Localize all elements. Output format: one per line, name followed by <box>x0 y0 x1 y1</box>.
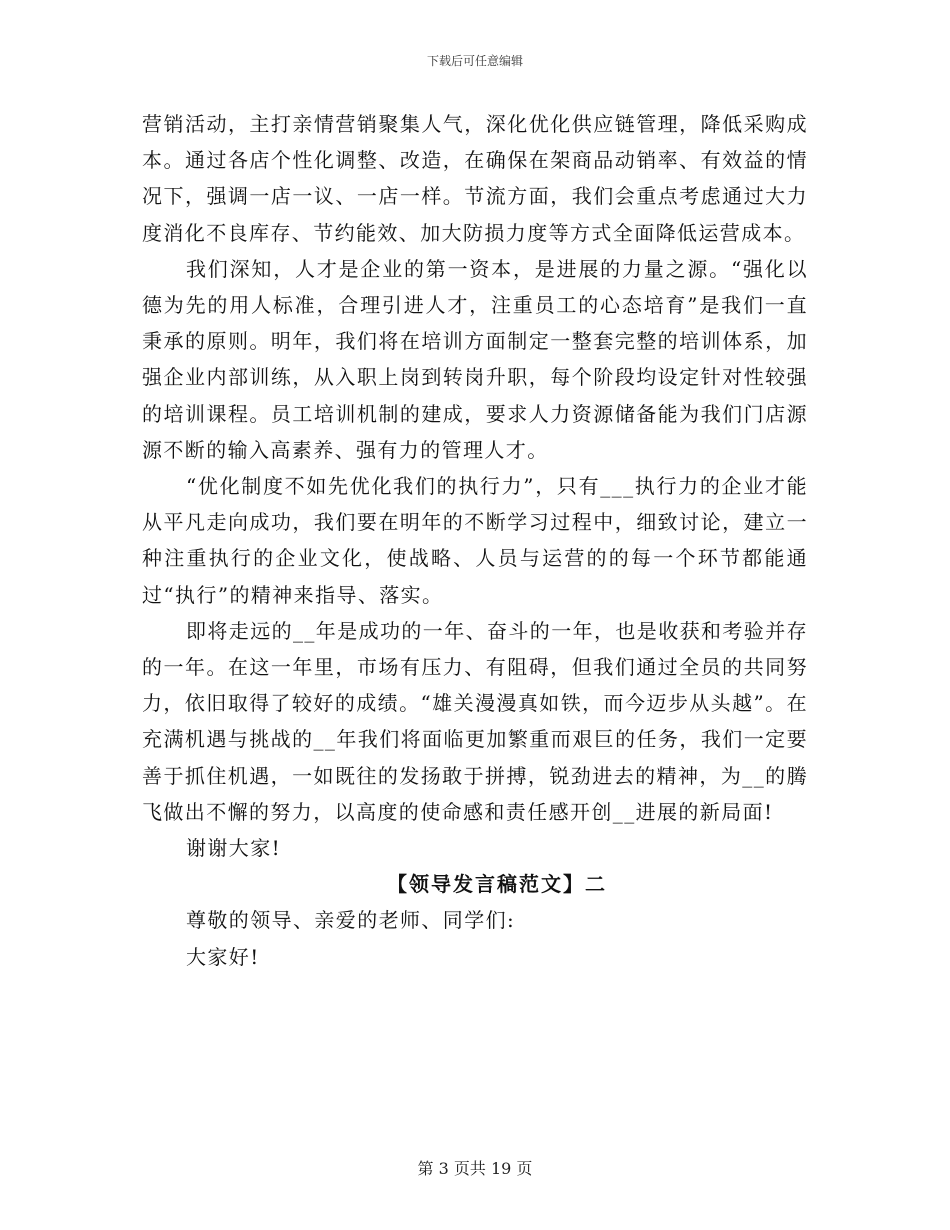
paragraph-thanks: 谢谢大家! <box>186 836 282 861</box>
salutation-line: 大家好! <box>186 944 260 969</box>
greeting-line: 尊敬的领导、亲爱的老师、同学们: <box>186 908 516 933</box>
document-body <box>142 106 808 975</box>
paragraph-execution: “优化制度不如先优化我们的执行力”，只有___执行力的企业才能从平凡走向成功，我们要在明年的不断学习过程中，细致讨论，建立一种注重执行的企业文化，使战略、人员与运营的的每一个环节都能通过“执行”的精神来指导、落实。 <box>142 474 808 607</box>
paragraph-talent: 我们深知，人才是企业的第一资本，是进展的力量之源。“强化以德为先的用人标准，合理引进人才，注重员工的心态培育”是我们一直秉承的原则。明年，我们将在培训方面制定一整套完整的培训体系，加强企业内部训练，从入职上岗到转岗升职，每个阶段均设定针对性较强的培训课程。员工培训机制的建成，要求人力资源储备能为我们门店源源不断的输入高素养、强有力的管理人才。 <box>142 256 808 462</box>
page-number: 第 3 页共 19 页 <box>417 1159 533 1178</box>
paragraph-operations: 营销活动，主打亲情营销聚集人气，深化优化供应链管理，降低采购成本。通过各店个性化调整、改造，在确保在架商品动销率、有效益的情况下，强调一店一议、一店一样。节流方面，我们会重点考虑通过大力度消化不良库存、节约能效、加大防损力度等方式全面降低运营成本。 <box>142 112 808 245</box>
section-title: 【领导发言稿范文】二 <box>387 872 607 897</box>
page-header-note: 下载后可任意编辑 <box>426 54 523 68</box>
paragraph-year-review: 即将走远的__年是成功的一年、奋斗的一年，也是收获和考验并存的一年。在这一年里，市场有压力、有阻碍，但我们通过全员的共同努力，依旧取得了较好的成绩。“雄关漫漫真如铁，而今迈步从头越”。在充满机遇与挑战的__年我们将面临更加繁重而艰巨的任务，我们一定要善于抓住机遇，一如既往的发扬敢于拼搏，锐劲进去的精神，为__的腾飞做出不懈的努力，以高度的使命感和责任感开创__进展的新局面! <box>142 618 808 824</box>
